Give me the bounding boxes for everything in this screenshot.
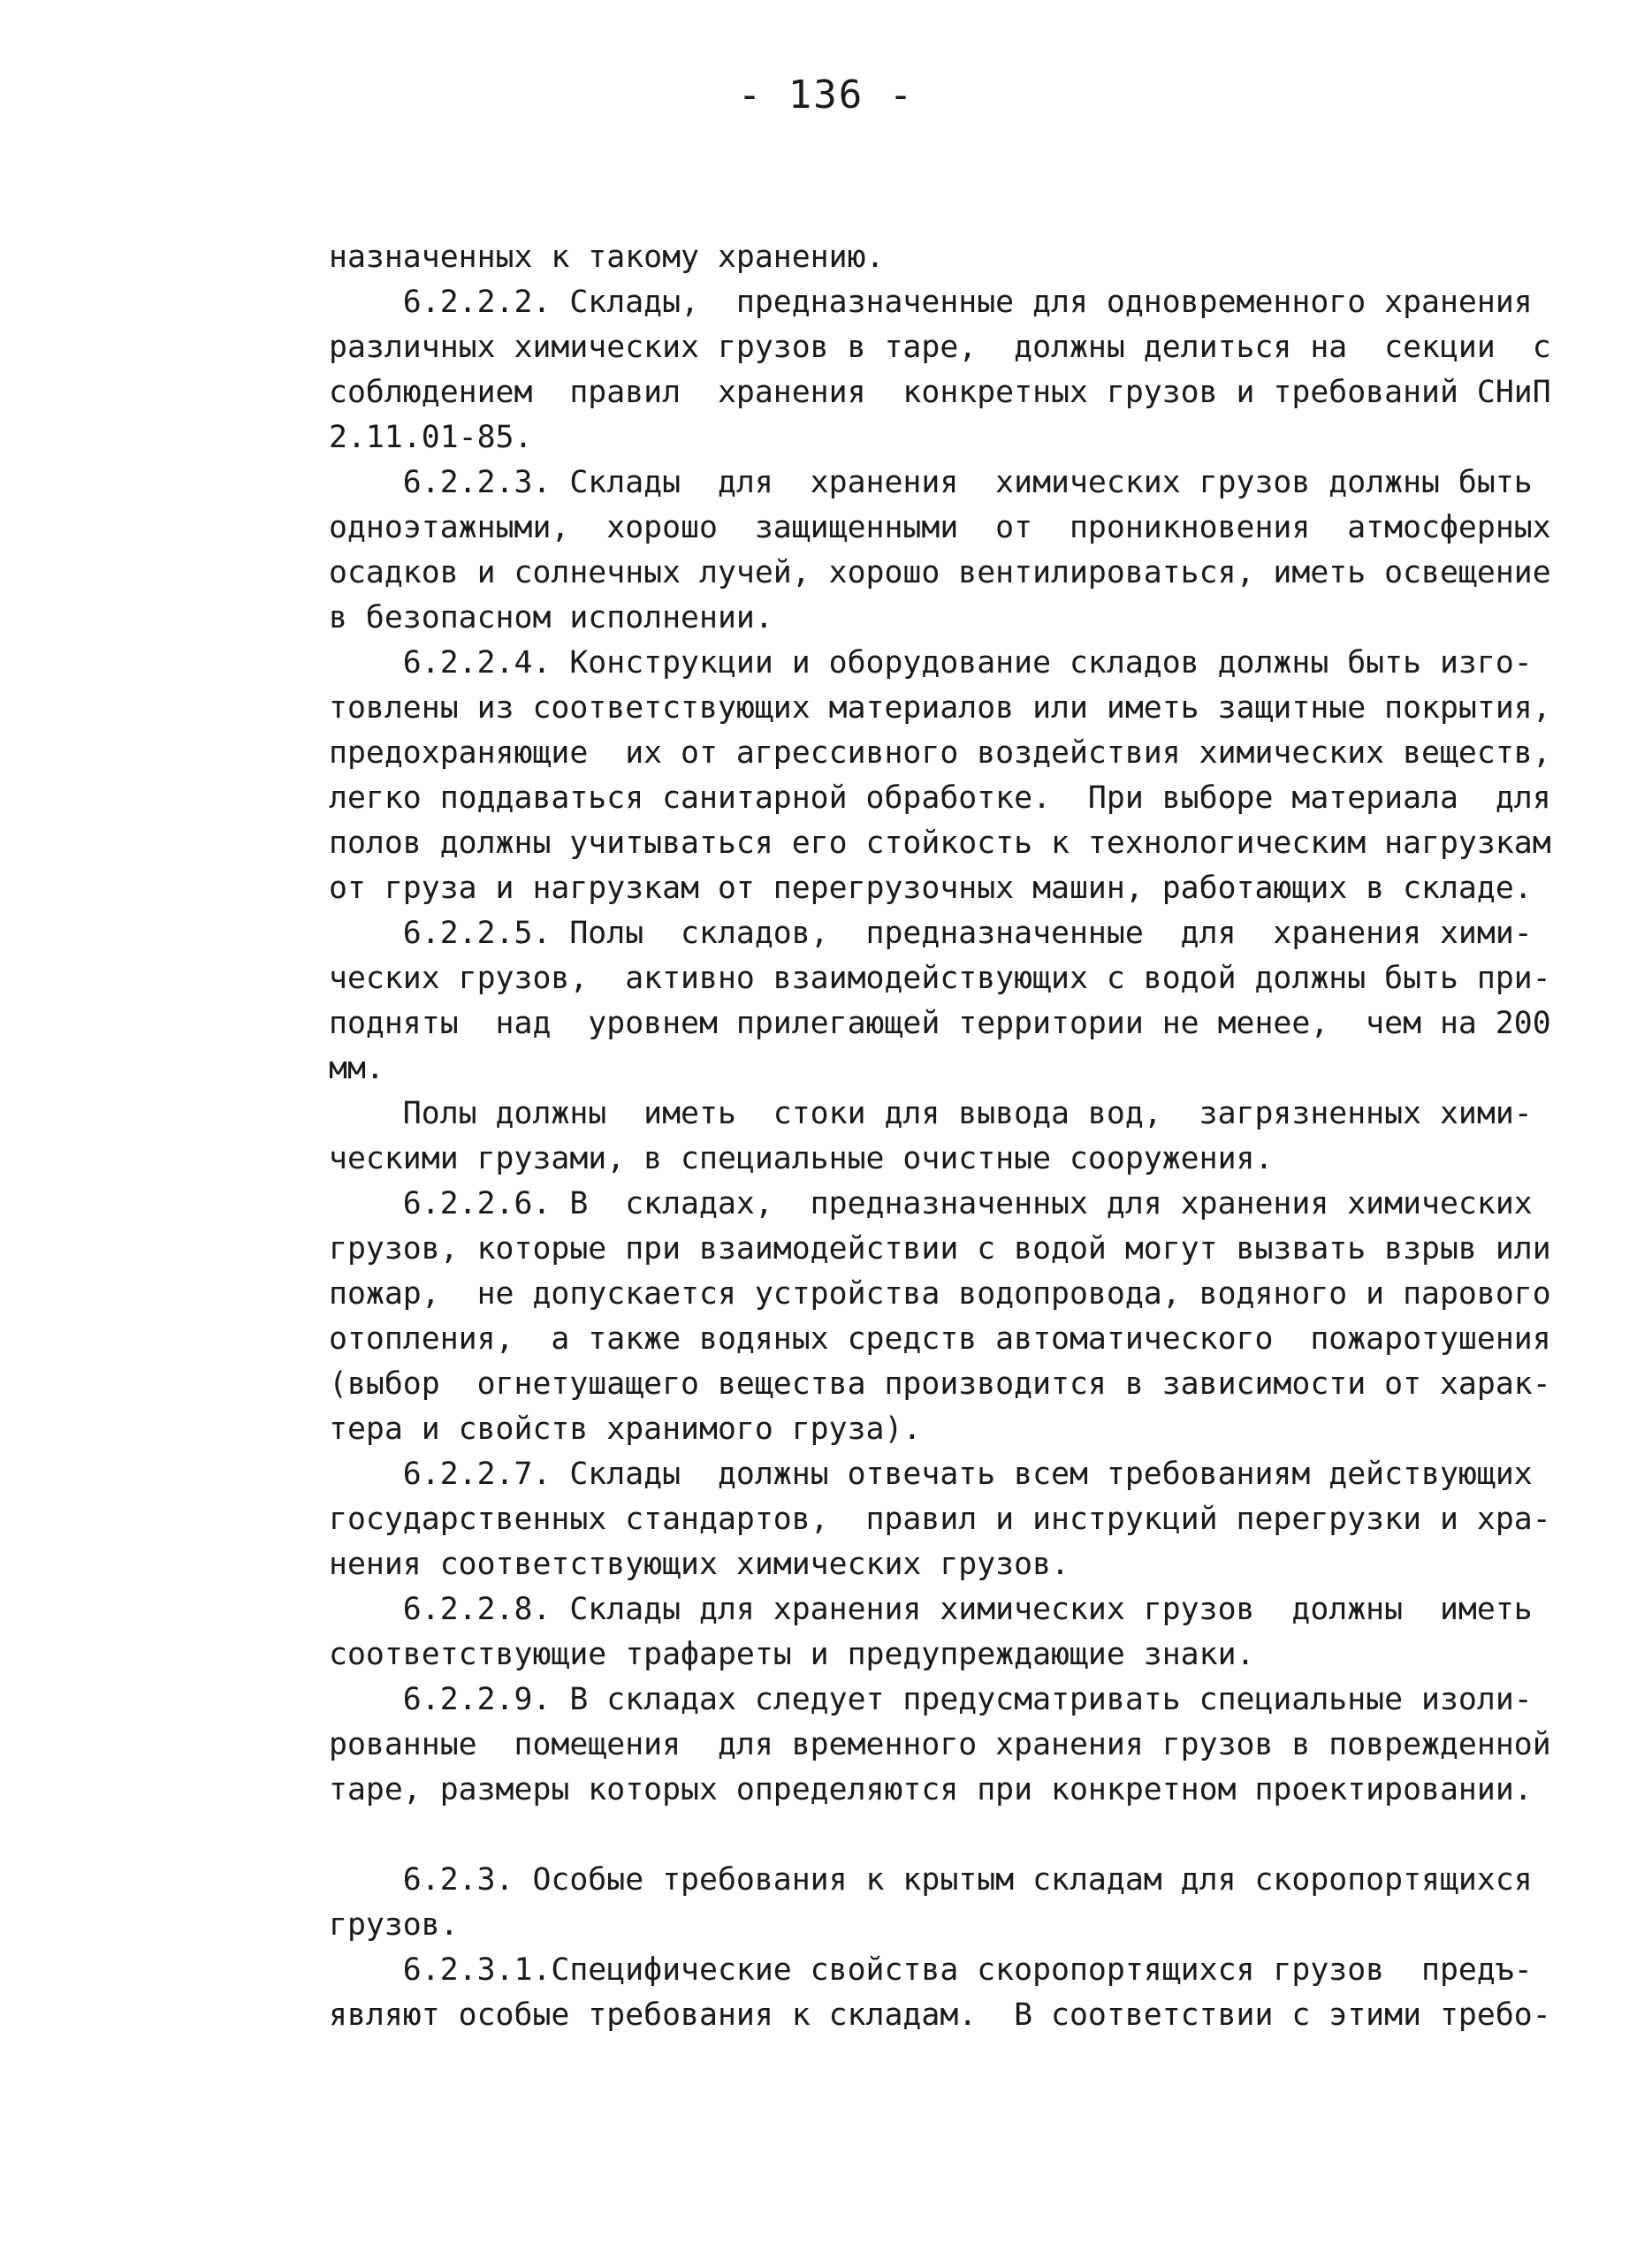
text-line: мм.: [329, 1051, 384, 1086]
text-line: Полы должны иметь стоки для вывода вод, загрязненных хими-: [329, 1096, 1533, 1131]
text-line: легко поддаваться санитарной обработке. При выборе материала для: [329, 780, 1551, 816]
blank-line: [329, 1813, 1513, 1858]
text-line: пожар, не допускается устройства водопровода, водяного и парового: [329, 1276, 1551, 1312]
text-line: 6.2.2.2. Склады, предназначенные для одновременного хранения: [329, 285, 1533, 320]
text-line: ческими грузами, в специальные очистные сооружения.: [329, 1141, 1274, 1176]
text-line: отопления, а также водяных средств автоматического пожаротушения: [329, 1321, 1551, 1357]
text-line: 2.11.01-85.: [329, 420, 533, 455]
text-line: назначенных к такому хранению.: [329, 240, 885, 275]
text-line: ческих грузов, активно взаимодействующих с водой должны быть при-: [329, 961, 1551, 996]
text-line: 6.2.2.7. Склады должны отвечать всем требованиям действующих: [329, 1457, 1533, 1492]
text-line: осадков и солнечных лучей, хорошо вентилироваться, иметь освещение: [329, 555, 1551, 590]
text-line: государственных стандартов, правил и инструкций перегрузки и хра-: [329, 1502, 1551, 1537]
text-line: 6.2.2.4. Конструкции и оборудование складов должны быть изго-: [329, 645, 1533, 681]
text-line: подняты над уровнем прилегающей территории не менее, чем на 200: [329, 1006, 1551, 1041]
text-line: одноэтажными, хорошо защищенными от проникновения атмосферных: [329, 510, 1551, 545]
text-line: полов должны учитываться его стойкость к технологическим нагрузкам: [329, 825, 1551, 861]
text-line: в безопасном исполнении.: [329, 600, 773, 635]
text-line: 6.2.2.8. Склады для хранения химических грузов должны иметь: [329, 1592, 1533, 1627]
text-line: нения соответствующих химических грузов.: [329, 1547, 1070, 1582]
text-line: соответствующие трафареты и предупреждающие знаки.: [329, 1637, 1255, 1672]
text-line: 6.2.3.1.Специфические свойства скоропортящихся грузов предъ-: [329, 1952, 1533, 1988]
text-line: 6.2.2.9. В складах следует предусматривать специальные изоли-: [329, 1682, 1533, 1717]
text-line: 6.2.2.6. В складах, предназначенных для хранения химических: [329, 1186, 1533, 1221]
body-text: [329, 235, 1551, 2038]
text-line: от груза и нагрузкам от перегрузочных машин, работающих в складе.: [329, 871, 1533, 906]
text-line: товлены из соответствующих материалов или иметь защитные покрытия,: [329, 690, 1551, 726]
text-line: грузов, которые при взаимодействии с водой могут вызвать взрыв или: [329, 1231, 1551, 1267]
text-line: тера и свойств хранимого груза).: [329, 1411, 922, 1447]
text-line: (выбор огнетушащего вещества производится в зависимости от харак-: [329, 1366, 1551, 1402]
text-line: 6.2.3. Особые требования к крытым складам для скоропортящихся: [329, 1862, 1533, 1898]
text-line: соблюдением правил хранения конкретных грузов и требований СНиП: [329, 375, 1551, 410]
text-line: являют особые требования к складам. В соответствии с этими требо-: [329, 1997, 1551, 2033]
page-number: - 136 -: [737, 72, 915, 118]
text-line: предохраняющие их от агрессивного воздействия химических веществ,: [329, 735, 1551, 771]
text-line: различных химических грузов в таре, должны делиться на секции с: [329, 330, 1551, 365]
text-line: грузов.: [329, 1907, 459, 1943]
text-line: 6.2.2.5. Полы складов, предназначенные для хранения хими-: [329, 916, 1533, 951]
text-line: таре, размеры которых определяются при конкретном проектировании.: [329, 1772, 1533, 1807]
text-line: рованные помещения для временного хранения грузов в поврежденной: [329, 1727, 1551, 1762]
text-line: 6.2.2.3. Склады для хранения химических грузов должны быть: [329, 465, 1533, 500]
